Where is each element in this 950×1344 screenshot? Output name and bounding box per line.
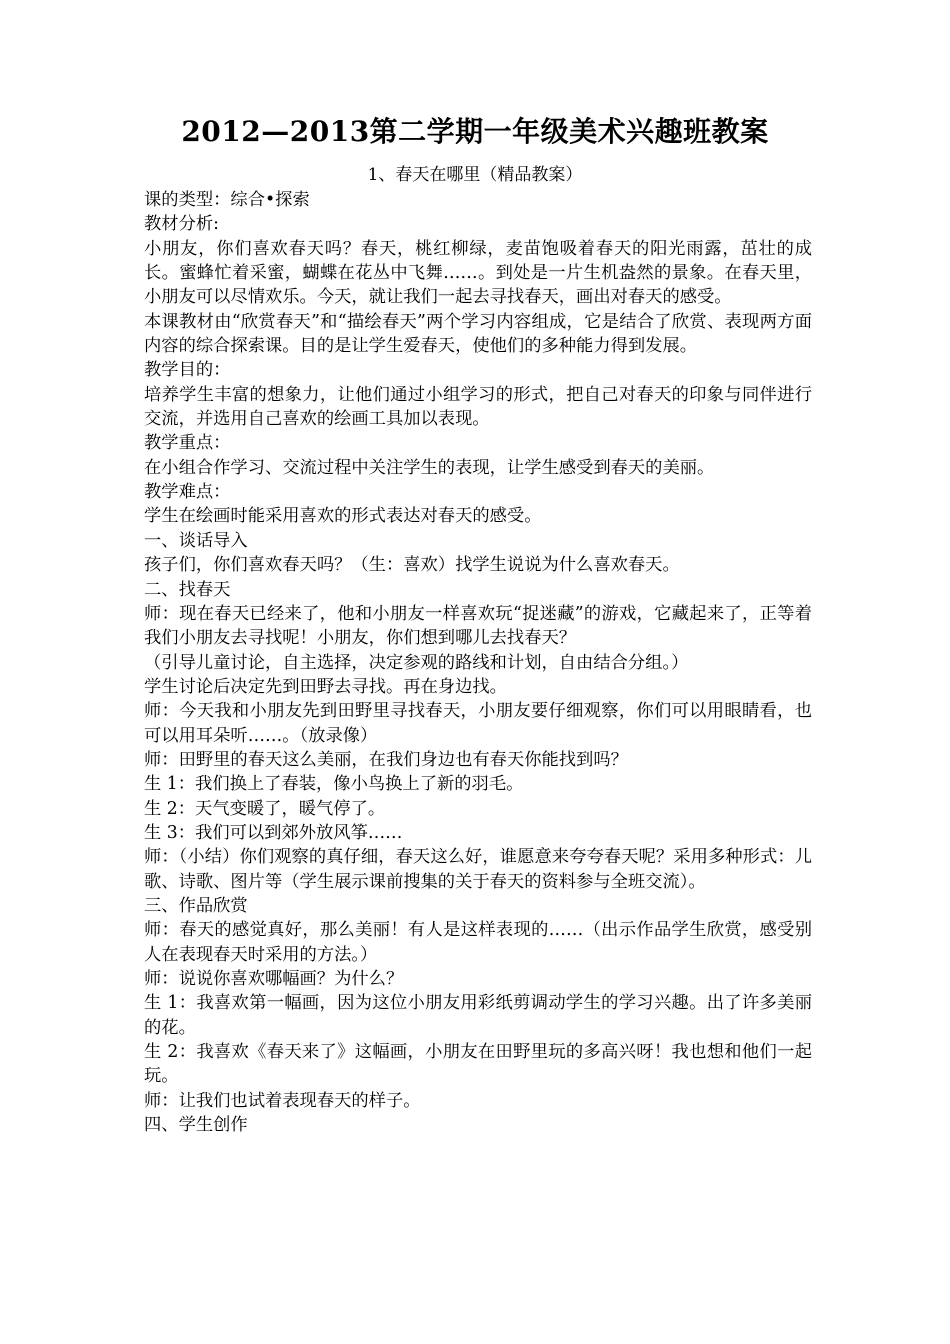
paragraph: 培养学生丰富的想象力，让他们通过小组学习的形式，把自己对春天的印象与同伴进行交流，并选用自己喜欢的绘画工具加以表现。	[144, 384, 812, 430]
paragraph: 三、作品欣赏	[144, 895, 248, 916]
paragraph: 教学重点：	[144, 433, 231, 454]
paragraph: 师：今天我和小朋友先到田野里寻找春天，小朋友要仔细观察，你们可以用眼睛看，也可以用耳朵听……。（放录像）	[144, 701, 812, 746]
paragraph: 教学目的：	[144, 360, 231, 381]
document-title: 2012—2013第二学期一年级美术兴趣班教案	[181, 115, 769, 148]
paragraph: 教学难点：	[144, 482, 231, 503]
paragraph: 生 1：我们换上了春装，像小鸟换上了新的羽毛。	[144, 774, 524, 795]
paragraph: 四、学生创作	[144, 1115, 248, 1136]
paragraph: 师：现在春天已经来了，他和小朋友一样喜欢玩“捉迷藏”的游戏，它藏起来了，正等着我们小朋友去寻找呢！小朋友，你们想到哪儿去找春天？	[144, 603, 812, 649]
paragraph: 生 1：我喜欢第一幅画，因为这位小朋友用彩纸剪调动学生的学习兴趣。出了许多美丽的花。	[144, 993, 812, 1038]
paragraph: 师：田野里的春天这么美丽，在我们身边也有春天你能找到吗？	[144, 749, 628, 770]
paragraph: 学生在绘画时能采用喜欢的形式表达对春天的感受。	[144, 506, 542, 527]
paragraph: 小朋友，你们喜欢春天吗？春天，桃红柳绿，麦苗饱吸着春天的阳光雨露，茁壮的成长。蜜蜂忙着采蜜，蝴蝶在花丛中飞舞……。到处是一片生机盎然的景象。在春天里，小朋友可以尽情欢乐。今天，就让我们一起去寻找春天，画出对春天的感受。	[144, 238, 812, 308]
paragraph: 课的类型：综合•探索	[144, 190, 310, 210]
paragraph: 教材分析:	[144, 214, 219, 235]
paragraph: 在小组合作学习、交流过程中关注学生的表现，让学生感受到春天的美丽。	[144, 457, 715, 478]
paragraph: 生 2：我喜欢《春天来了》这幅画，小朋友在田野里玩的多高兴呀！我也想和他们一起玩。	[144, 1042, 812, 1087]
paragraph: 师：让我们也试着表现春天的样子。	[144, 1090, 421, 1111]
paragraph: 师：（小结）你们观察的真仔细，春天这么好，谁愿意来夸夸春天呢？采用多种形式：儿歌、诗歌、图片等（学生展示课前搜集的关于春天的资料参与全班交流）。	[144, 847, 812, 892]
document-body	[144, 188, 812, 1137]
paragraph: 生 2：天气变暖了，暖气停了。	[144, 798, 386, 819]
paragraph: 孩子们，你们喜欢春天吗？（生：喜欢）找学生说说为什么喜欢春天。	[144, 555, 680, 576]
paragraph: 学生讨论后决定先到田野去寻找。再在身边找。	[144, 676, 507, 697]
lesson-title: 1、春天在哪里（精品教案）	[367, 165, 583, 185]
paragraph: 生 3：我们可以到郊外放风筝……	[144, 822, 403, 843]
paragraph: 师：春天的感觉真好，那么美丽！有人是这样表现的……（出示作品学生欣赏，感受别人在表现春天时采用的方法。）	[144, 920, 812, 965]
paragraph: 师：说说你喜欢哪幅画？为什么？	[144, 969, 404, 989]
paragraph: 本课教材由“欣赏春天”和“描绘春天”两个学习内容组成，它是结合了欣赏、表现两方面内容的综合探索课。目的是让学生爱春天，使他们的多种能力得到发展。	[144, 311, 812, 357]
paragraph: （引导儿童讨论，自主选择，决定参观的路线和计划，自由结合分组。）	[144, 652, 689, 673]
paragraph: 一、谈话导入	[144, 530, 248, 551]
paragraph: 二、找春天	[144, 579, 231, 600]
